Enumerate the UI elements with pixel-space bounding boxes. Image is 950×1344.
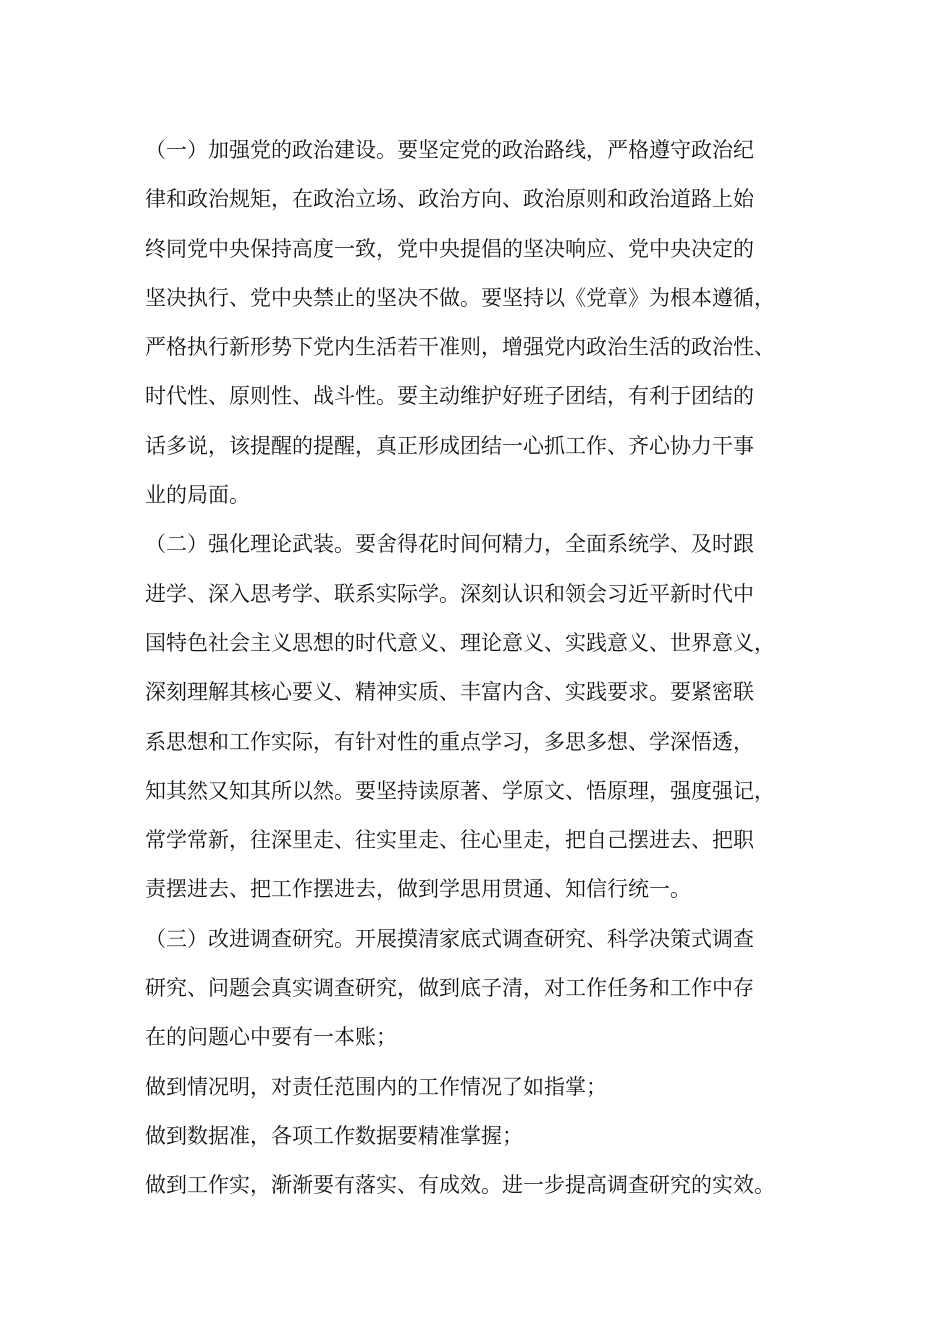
text-line-22: 做到工作实，渐渐要有落实、有成效。进一步提高调查研究的实效。 bbox=[145, 1173, 775, 1198]
text-line-17: （三）改进调查研究。开展摸清家底式调查研究、科学决策式调查 bbox=[145, 926, 754, 951]
text-line-3: 终同党中央保持高度一致，党中央提倡的坚决响应、党中央决定的 bbox=[145, 236, 754, 261]
text-line-4: 坚决执行、党中央禁止的坚决不做。要坚持以《党章》为根本遵循， bbox=[145, 285, 775, 310]
text-line-9: （二）强化理论武装。要舍得花时间何精力，全面系统学、及时跟 bbox=[145, 532, 754, 557]
text-line-6: 时代性、原则性、战斗性。要主动维护好班子团结，有利于团结的 bbox=[145, 384, 754, 409]
text-line-15: 常学常新，往深里走、往实里走、往心里走，把自己摆进去、把职 bbox=[145, 828, 754, 853]
text-line-1: （一）加强党的政治建设。要坚定党的政治路线，严格遵守政治纪 bbox=[145, 138, 754, 162]
text-line-2: 律和政治规矩，在政治立场、政治方向、政治原则和政治道路上始 bbox=[145, 187, 754, 212]
text-line-10: 进学、深入思考学、联系实际学。深刻认识和领会习近平新时代中 bbox=[145, 581, 754, 606]
text-line-16: 责摆进去、把工作摆进去，做到学思用贯通、知信行统一。 bbox=[145, 877, 691, 902]
text-line-8: 业的局面。 bbox=[145, 483, 250, 508]
text-line-21: 做到数据准，各项工作数据要精准掌握； bbox=[145, 1123, 523, 1148]
text-line-13: 系思想和工作实际，有针对性的重点学习，多思多想、学深悟透， bbox=[145, 729, 754, 754]
text-line-11: 国特色社会主义思想的时代意义、理论意义、实践意义、世界意义， bbox=[145, 630, 775, 655]
body-text bbox=[145, 126, 815, 1211]
text-line-7: 话多说，该提醒的提醒，真正形成团结一心抓工作、齐心协力干事 bbox=[145, 433, 754, 458]
text-line-20: 做到情况明，对责任范围内的工作情况了如指掌； bbox=[145, 1074, 607, 1099]
text-line-14: 知其然又知其所以然。要坚持读原著、学原文、悟原理，强度强记， bbox=[145, 778, 775, 803]
text-line-12: 深刻理解其核心要义、精神实质、丰富内含、实践要求。要紧密联 bbox=[145, 680, 754, 705]
text-line-19: 在的问题心中要有一本账； bbox=[145, 1025, 397, 1050]
text-line-18: 研究、问题会真实调查研究，做到底子清，对工作任务和工作中存 bbox=[145, 976, 754, 1001]
text-line-5: 严格执行新形势下党内生活若干准则，增强党内政治生活的政治性、 bbox=[145, 335, 775, 360]
